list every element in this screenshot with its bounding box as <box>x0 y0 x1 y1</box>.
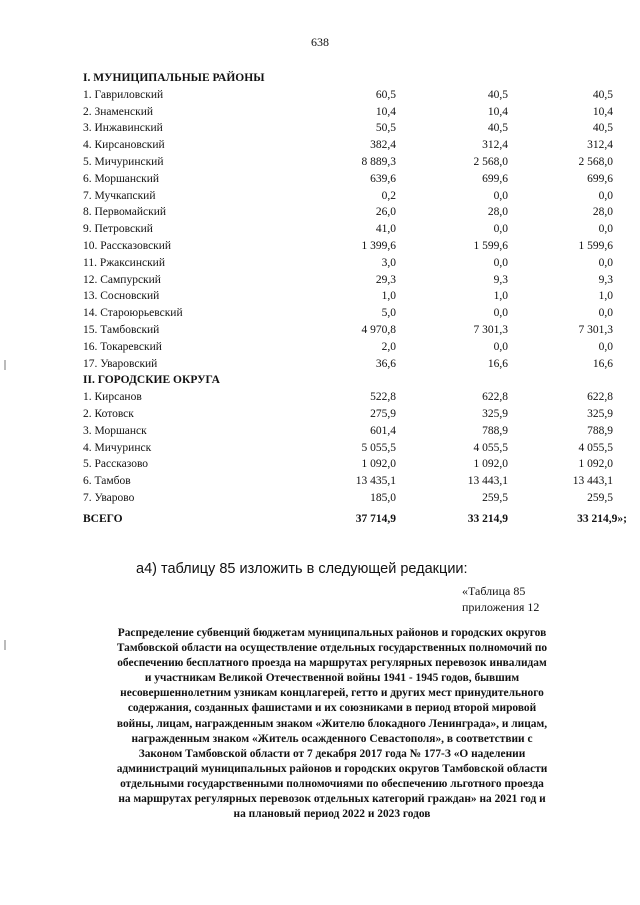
row-value-2020: 13 435,1 <box>355 475 396 488</box>
row-value-2020: 0,2 <box>381 189 396 202</box>
row-value-2020: 37 714,9 <box>355 512 396 525</box>
row-value-2022: 0,0 <box>598 340 613 353</box>
table-row <box>83 440 613 457</box>
heading-line: несовершеннолетним узникам концлагерей, гетто и других мест принудительного <box>120 687 544 700</box>
row-value-2021: 259,5 <box>482 491 508 504</box>
row-name: 4. Кирсановский <box>83 139 165 152</box>
row-value-2021: 10,4 <box>487 105 508 118</box>
row-value-2022: 10,4 <box>592 105 613 118</box>
table-row <box>83 238 613 255</box>
table-row <box>83 272 613 289</box>
section-header-row <box>83 70 613 87</box>
row-value-2022: 0,0 <box>598 189 613 202</box>
row-value-2021: 1 092,0 <box>473 458 508 471</box>
row-value-2020: 50,5 <box>375 122 396 135</box>
scan-margin-mark <box>4 640 6 650</box>
table-row <box>83 255 613 272</box>
row-name: 12. Сампурский <box>83 273 161 286</box>
row-value-2021: 16,6 <box>487 357 508 370</box>
row-value-2021: 33 214,9 <box>467 512 508 525</box>
heading-line: отдельными государственными полномочиями по обеспечению льготного проезда <box>120 777 544 790</box>
row-value-2020: 639,6 <box>370 172 396 185</box>
table-row <box>83 171 613 188</box>
row-name: 10. Рассказовский <box>83 239 172 252</box>
table-row <box>83 221 613 238</box>
row-value-2020: 275,9 <box>370 407 396 420</box>
heading-line: администраций муниципальных районов и городских округов Тамбовской области <box>116 762 548 775</box>
row-value-2020: 29,3 <box>375 273 396 286</box>
row-name: 6. Тамбов <box>83 475 131 488</box>
table-row <box>83 154 613 171</box>
row-value-2020: 3,0 <box>381 256 396 269</box>
row-value-2022: 7 301,3 <box>578 323 613 336</box>
row-value-2022: 699,6 <box>587 172 613 185</box>
row-value-2022: 9,3 <box>598 273 613 286</box>
table-row <box>83 473 613 490</box>
row-value-2022: 2 568,0 <box>578 155 613 168</box>
section-header-row <box>83 372 613 389</box>
row-value-2020: 2,0 <box>381 340 396 353</box>
row-name: 3. Моршанск <box>83 424 147 437</box>
row-value-2022: 16,6 <box>592 357 613 370</box>
row-value-2022: 33 214,9»; <box>577 512 627 525</box>
table-row <box>83 406 613 423</box>
row-name: II. ГОРОДСКИЕ ОКРУГА <box>83 374 220 387</box>
row-name: 1. Гавриловский <box>83 88 164 101</box>
row-value-2020: 522,8 <box>370 391 396 404</box>
row-value-2020: 1 399,6 <box>361 239 396 252</box>
amendment-text: а4) таблицу 85 изложить в следующей редакции: <box>136 561 468 577</box>
row-value-2020: 10,4 <box>375 105 396 118</box>
subvention-table <box>83 70 627 528</box>
row-value-2021: 40,5 <box>487 88 508 101</box>
table-row <box>83 305 613 322</box>
row-value-2022: 0,0 <box>598 307 613 320</box>
row-value-2021: 4 055,5 <box>473 441 508 454</box>
heading-line: содержания, созданных фашистами и их союзниками в период второй мировой <box>127 702 537 715</box>
table-row <box>83 356 613 373</box>
row-value-2022: 325,9 <box>587 407 613 420</box>
row-value-2021: 9,3 <box>493 273 508 286</box>
row-value-2021: 622,8 <box>482 391 508 404</box>
row-value-2020: 601,4 <box>370 424 396 437</box>
row-value-2021: 325,9 <box>482 407 508 420</box>
heading-line: и участникам Великой Отечественной войны 1941 - 1945 годов, бывшим <box>144 672 520 685</box>
row-name: 2. Знаменский <box>83 105 154 118</box>
row-name: 8. Первомайский <box>83 206 166 219</box>
row-value-2021: 28,0 <box>487 206 508 219</box>
row-value-2022: 1,0 <box>598 290 613 303</box>
table-row <box>83 104 613 121</box>
row-value-2021: 0,0 <box>493 189 508 202</box>
table-row <box>83 288 613 305</box>
row-value-2021: 2 568,0 <box>473 155 508 168</box>
row-name: 15. Тамбовский <box>83 323 160 336</box>
table-row <box>83 204 613 221</box>
heading-line: обеспечению бесплатного проезда на маршрутах регулярных перевозок инвалидам <box>117 657 547 670</box>
table-row <box>83 456 613 473</box>
row-value-2021: 40,5 <box>487 122 508 135</box>
page-number: 638 <box>311 35 329 49</box>
row-value-2020: 26,0 <box>375 206 396 219</box>
row-value-2022: 1 092,0 <box>578 458 613 471</box>
row-name: 2. Котовск <box>83 407 134 420</box>
heading-line: Тамбовской области на осуществление отдельных государственных полномочий по <box>116 642 548 655</box>
table-row <box>83 490 613 507</box>
heading-line: войны, лицам, награжденным знаком «Жителю блокадного Ленинграда», и лицам, <box>116 717 548 730</box>
row-name: 17. Уваровский <box>83 357 158 370</box>
row-value-2022: 312,4 <box>587 139 613 152</box>
row-name: 3. Инжавинский <box>83 122 163 135</box>
row-value-2021: 1,0 <box>493 290 508 303</box>
row-name: 13. Сосновский <box>83 290 160 303</box>
row-name: 9. Петровский <box>83 223 153 236</box>
row-value-2021: 7 301,3 <box>473 323 508 336</box>
heading-line: награжденным знаком «Житель осажденного Севастополя», в соответствии с <box>131 732 533 745</box>
row-name: 4. Мичуринск <box>83 441 152 454</box>
caption-table-number: «Таблица 85 <box>462 584 526 598</box>
row-value-2022: 622,8 <box>587 391 613 404</box>
row-value-2020: 36,6 <box>375 357 396 370</box>
heading-line: Законом Тамбовской области от 7 декабря 2017 года № 177-З «О наделении <box>138 747 526 760</box>
table-row <box>83 389 613 406</box>
table-row <box>83 322 613 339</box>
row-name: 14. Староюрьевский <box>83 307 183 320</box>
row-value-2022: 0,0 <box>598 223 613 236</box>
row-name: 7. Мучкапский <box>83 189 156 202</box>
row-name: 5. Мичуринский <box>83 155 164 168</box>
row-value-2021: 0,0 <box>493 307 508 320</box>
row-name: 6. Моршанский <box>83 172 160 185</box>
caption-appendix: приложения 12 <box>462 600 540 614</box>
heading-line: на плановый период 2022 и 2023 годов <box>233 808 431 821</box>
table-row <box>83 423 613 440</box>
row-value-2022: 40,5 <box>592 88 613 101</box>
row-value-2022: 40,5 <box>592 122 613 135</box>
row-value-2022: 259,5 <box>587 491 613 504</box>
row-value-2020: 60,5 <box>375 88 396 101</box>
row-value-2020: 382,4 <box>370 139 396 152</box>
heading-line: на маршрутах регулярных перевозок отдельных категорий граждан» на 2021 год и <box>118 793 546 806</box>
row-value-2020: 4 970,8 <box>361 323 396 336</box>
row-name: 11. Ржаксинский <box>83 256 165 269</box>
row-value-2022: 13 443,1 <box>572 475 613 488</box>
row-value-2020: 1 092,0 <box>361 458 396 471</box>
row-name: 7. Уварово <box>83 491 135 504</box>
row-value-2022: 788,9 <box>587 424 613 437</box>
row-value-2021: 699,6 <box>482 172 508 185</box>
row-name: 5. Рассказово <box>83 458 149 471</box>
table-heading <box>72 626 592 822</box>
row-value-2021: 0,0 <box>493 340 508 353</box>
row-value-2021: 13 443,1 <box>467 475 508 488</box>
scan-margin-mark <box>4 360 6 370</box>
row-value-2021: 788,9 <box>482 424 508 437</box>
row-value-2020: 1,0 <box>381 290 396 303</box>
row-value-2021: 312,4 <box>482 139 508 152</box>
row-name: ВСЕГО <box>83 512 123 525</box>
row-value-2022: 28,0 <box>592 206 613 219</box>
table-row <box>83 120 613 137</box>
heading-line: Распределение субвенций бюджетам муниципальных районов и городских округов <box>117 627 547 639</box>
table-row <box>83 137 613 154</box>
table-row <box>83 339 613 356</box>
row-value-2021: 0,0 <box>493 256 508 269</box>
row-value-2020: 41,0 <box>375 223 396 236</box>
table-caption <box>462 583 539 615</box>
row-value-2022: 0,0 <box>598 256 613 269</box>
row-value-2020: 5 055,5 <box>361 441 396 454</box>
row-name: 1. Кирсанов <box>83 391 142 404</box>
row-value-2020: 185,0 <box>370 491 396 504</box>
table-row <box>83 188 613 205</box>
row-name: 16. Токаревский <box>83 340 162 353</box>
row-value-2020: 8 889,3 <box>361 155 396 168</box>
table-row <box>83 87 613 104</box>
row-value-2022: 4 055,5 <box>578 441 613 454</box>
row-value-2021: 1 599,6 <box>473 239 508 252</box>
row-value-2020: 5,0 <box>381 307 396 320</box>
row-value-2022: 1 599,6 <box>578 239 613 252</box>
row-value-2021: 0,0 <box>493 223 508 236</box>
row-name: I. МУНИЦИПАЛЬНЫЕ РАЙОНЫ <box>83 72 265 84</box>
total-row <box>83 511 627 528</box>
